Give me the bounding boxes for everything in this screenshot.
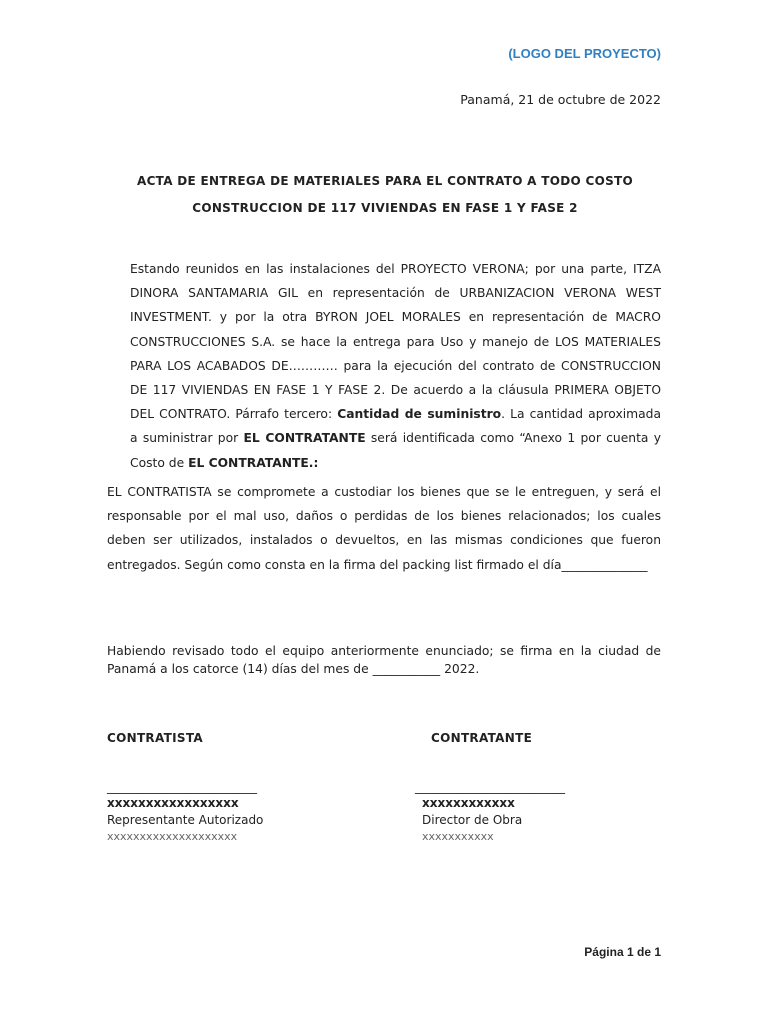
signature-role: Representante Autorizado [107, 813, 264, 827]
signature-extra: xxxxxxxxxxxxxxxxxxxx [107, 830, 238, 843]
signature-extra: xxxxxxxxxxx [422, 830, 494, 843]
signature-name: xxxxxxxxxxxxxxxxx [107, 796, 239, 810]
signature-label-contratante: CONTRATANTE [431, 731, 533, 745]
page-number: Página 1 de 1 [584, 945, 661, 959]
paragraph-obligations: EL CONTRATISTA se compromete a custodiar los bienes que se le entreguen, y será el responsable por el mal uso, daños o perdidas de los bienes relacionados; los cuales deben ser utilizados, instalados o devueltos, en las mismas condiciones que fueron entregados. Según como consta en la firma del packing list firmado el día______________ [107, 485, 661, 572]
signature-line: _________________________ [107, 780, 257, 794]
document-date: Panamá, 21 de octubre de 2022 [460, 92, 661, 107]
paragraph-closing: Habiendo revisado todo el equipo anteriormente enunciado; se firma en la ciudad de Panamá a los catorce (14) días del mes de ___________ 2022. [107, 644, 661, 676]
project-logo-placeholder: (LOGO DEL PROYECTO) [508, 46, 661, 61]
paragraph-intro-bold-1: Cantidad de suministro [337, 407, 502, 422]
paragraph-intro-bold-3: EL CONTRATANTE.: [188, 455, 319, 470]
paragraph-intro-text-2: . La cantidad aproximada a suministrar por [130, 407, 661, 446]
signature-block-contratista [107, 779, 263, 845]
signature-role: Director de Obra [422, 813, 523, 827]
paragraph-intro [130, 257, 661, 475]
title-line-1: ACTA DE ENTREGA DE MATERIALES PARA EL CONTRATO A TODO COSTO [136, 174, 634, 188]
paragraph-intro-bold-2: EL CONTRATANTE [243, 431, 366, 446]
paragraph-intro-text-3: será identificada como “Anexo 1 por cuenta y Costo de [130, 431, 662, 470]
document-title [107, 168, 663, 222]
title-line-2: CONSTRUCCION DE 117 VIVIENDAS EN FASE 1 Y FASE 2 [192, 201, 578, 215]
signature-name: xxxxxxxxxxxx [422, 796, 515, 810]
signature-label-contratista: CONTRATISTA [107, 731, 203, 745]
signature-line: _________________________ [415, 780, 565, 794]
signature-block-contratante [415, 779, 565, 845]
paragraph-intro-text-1: Estando reunidos en las instalaciones del PROYECTO VERONA; por una parte, ITZA DINORA SANTAMARIA GIL en representación de URBANIZACION VERONA WEST INVESTMENT. y por la otra BYRON JOEL MORALES en representación de MACRO CONSTRUCCIONES S.A. se hace la entrega para Uso y manejo de LOS MATERIALES PARA LOS ACABADOS DE………… para la ejecución del contrato de CONSTRUCCION DE 117 VIVIENDAS EN FASE 1 Y FASE 2. De acuerdo a la cláusula PRIMERA OBJETO DEL CONTRATO. Párrafo tercero: [130, 262, 661, 422]
